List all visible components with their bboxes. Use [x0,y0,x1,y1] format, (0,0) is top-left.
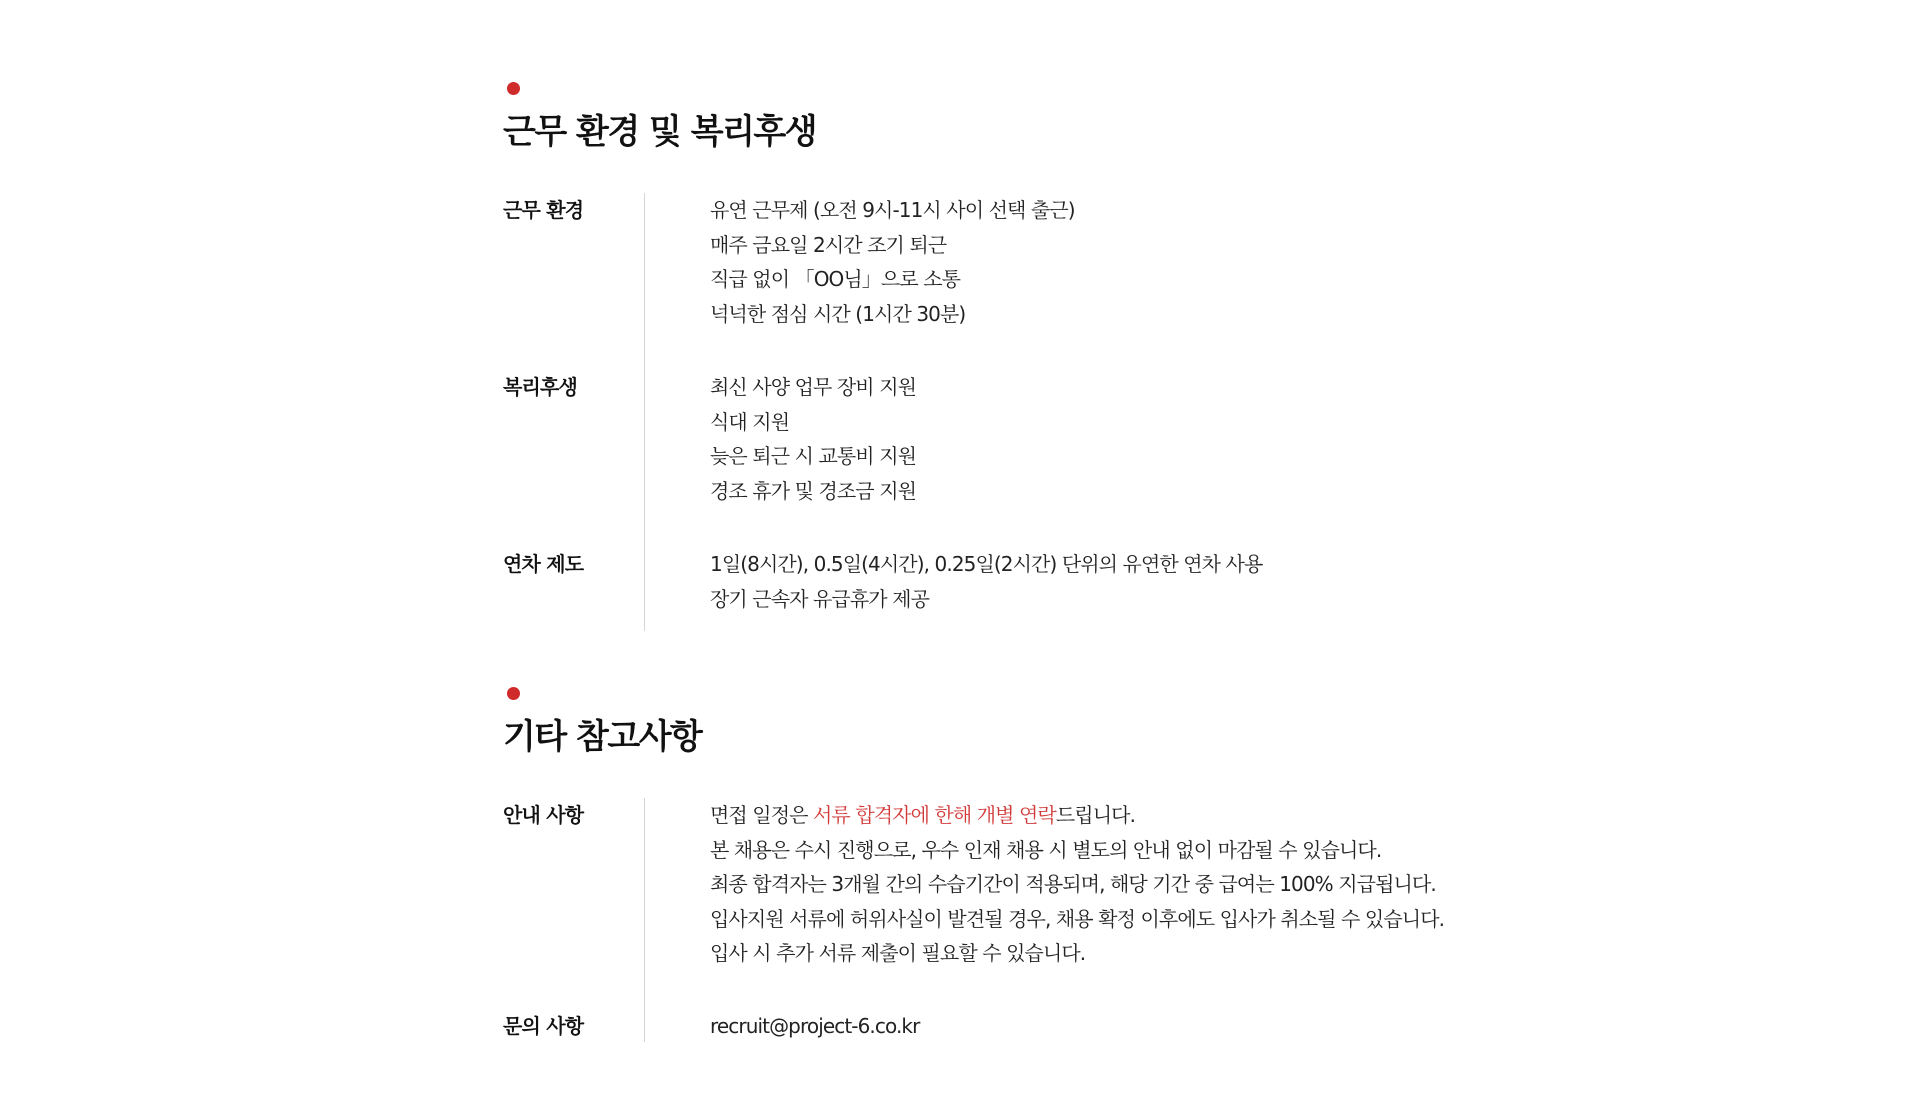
notice-text-before: 면접 일정은 [710,803,814,827]
row-content-list [710,1009,919,1044]
list-item: 직급 없이 「OO님」으로 소통 [710,267,961,291]
vertical-divider [644,798,645,1042]
row-label: 연차 제도 [503,552,584,576]
row-label: 문의 사항 [503,1014,584,1038]
notice-highlight: 서류 합격자에 한해 개별 연락 [813,803,1056,827]
list-item: 유연 근무제 (오전 9시-11시 사이 선택 출근) [710,198,1075,222]
list-item [710,798,1444,833]
list-item: 입사지원 서류에 허위사실이 발견될 경우, 채용 확정 이후에도 입사가 취소될 수 있습니다. [710,906,1445,931]
row-content-list [710,193,1075,331]
list-item: 넉넉한 점심 시간 (1시간 30분) [710,301,966,326]
section-bullet-dot [507,82,520,95]
list-item: 최신 사양 업무 장비 지원 [710,375,917,399]
section-title: 근무 환경 및 복리후생 [503,112,817,152]
row-content-list [710,798,1444,971]
list-item: 매주 금요일 2시간 조기 퇴근 [710,232,947,257]
contact-email: recruit@project-6.co.kr [710,1014,920,1038]
row-label: 근무 환경 [503,198,584,222]
row-label: 안내 사항 [503,803,584,827]
row-content-list [710,547,1262,616]
list-item: 장기 근속자 유급휴가 제공 [710,586,929,611]
list-item: 경조 휴가 및 경조금 지원 [710,478,917,503]
list-item: 늦은 퇴근 시 교통비 지원 [710,444,917,468]
list-item: 입사 시 추가 서류 제출이 필요할 수 있습니다. [710,941,1086,965]
section-title: 기타 참고사항 [503,717,702,757]
list-item: 식대 지원 [710,409,790,434]
row-content-list [710,370,916,508]
list-item: 1일(8시간), 0.5일(4시간), 0.25일(2시간) 단위의 유연한 연차 사용 [710,552,1263,576]
notice-text-after: 드립니다. [1055,803,1136,827]
vertical-divider [644,193,645,631]
row-label: 복리후생 [503,375,578,399]
list-item: 최종 합격자는 3개월 간의 수습기간이 적용되며, 해당 기간 중 급여는 100% 지급됩니다. [710,872,1436,896]
section-bullet-dot [507,687,520,700]
list-item: 본 채용은 수시 진행으로, 우수 인재 채용 시 별도의 안내 없이 마감될 수 있습니다. [710,837,1382,862]
